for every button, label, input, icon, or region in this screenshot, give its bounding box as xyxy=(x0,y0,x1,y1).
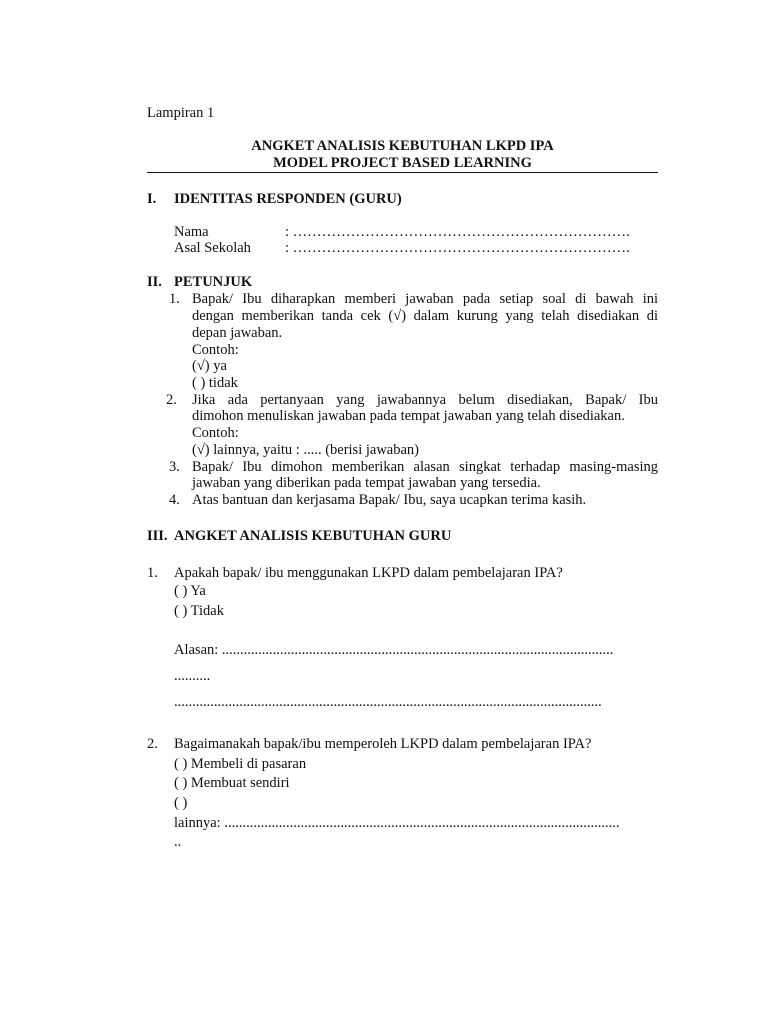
question-1-reason-line-1: Alasan: ............................................................................................................ xyxy=(174,642,614,658)
document-title-line-2: MODEL PROJECT BASED LEARNING xyxy=(273,155,532,171)
attachment-label: Lampiran 1 xyxy=(147,105,215,121)
instruction-4-line-1: Atas bantuan dan kerjasama Bapak/ Ibu, saya ucapkan terima kasih. xyxy=(192,492,587,508)
question-1-reason-line-2: .......... xyxy=(174,668,211,684)
question-2-option-lainnya: ( ) xyxy=(174,795,188,811)
question-2-other-line-1: lainnya: ............................................................................................................. xyxy=(174,815,620,831)
instruction-1-number: 1. xyxy=(169,291,180,307)
section-1-number: I. xyxy=(147,191,157,207)
question-2-text: Bagaimanakah bapak/ibu memperoleh LKPD dalam pembelajaran IPA? xyxy=(174,736,592,752)
question-1-number: 1. xyxy=(147,565,158,581)
instruction-1-line-1: Bapak/ Ibu diharapkan memberi jawaban pada setiap soal di bawah ini xyxy=(192,291,658,307)
instruction-1-line-2: dengan memberikan tanda cek (√) dalam kurung yang telah disediakan di xyxy=(192,308,658,324)
document-title-line-1: ANGKET ANALISIS KEBUTUHAN LKPD IPA xyxy=(251,138,554,154)
section-2-heading: PETUNJUK xyxy=(174,274,253,290)
section-3-number: III. xyxy=(147,528,168,544)
field-label-asal-sekolah: Asal Sekolah xyxy=(174,240,251,256)
question-2-other-line-2: .. xyxy=(174,834,182,850)
title-divider xyxy=(147,172,658,173)
instruction-3-line-2: jawaban yang diberikan pada tempat jawaban yang tersedia. xyxy=(192,475,541,491)
instruction-2-example: (√) lainnya, yaitu : ..... (berisi jawaban) xyxy=(192,442,419,458)
instruction-2-example-label: Contoh: xyxy=(192,425,239,441)
instruction-3-line-1: Bapak/ Ibu dimohon memberikan alasan singkat terhadap masing-masing xyxy=(192,459,658,475)
instruction-2-line-1: Jika ada pertanyaan yang jawabannya belum disediakan, Bapak/ Ibu xyxy=(192,392,658,408)
field-value-nama: : ……………………………………………………………. xyxy=(285,224,630,240)
instruction-1-example-no: ( ) tidak xyxy=(192,375,238,391)
question-2-option-membuat: ( ) Membuat sendiri xyxy=(174,775,290,791)
section-2-number: II. xyxy=(147,274,162,290)
instruction-3-number: 3. xyxy=(169,459,180,475)
question-1-text: Apakah bapak/ ibu menggunakan LKPD dalam pembelajaran IPA? xyxy=(174,565,563,581)
instruction-4-number: 4. xyxy=(169,492,180,508)
instruction-1-line-3: depan jawaban. xyxy=(192,325,283,341)
instruction-2-line-2: dimohon menuliskan jawaban pada tempat jawaban yang telah disediakan. xyxy=(192,408,625,424)
instruction-1-example-yes: (√) ya xyxy=(192,358,227,374)
instruction-2-number: 2. xyxy=(166,392,177,408)
question-1-option-tidak: ( ) Tidak xyxy=(174,603,224,619)
question-1-reason-line-3: ...................................................................................................................... xyxy=(174,694,602,710)
field-value-asal-sekolah: : ……………………………………………………………. xyxy=(285,240,630,256)
question-2-number: 2. xyxy=(147,736,158,752)
section-1-heading: IDENTITAS RESPONDEN (GURU) xyxy=(174,191,402,207)
question-1-option-ya: ( ) Ya xyxy=(174,583,206,599)
section-3-heading: ANGKET ANALISIS KEBUTUHAN GURU xyxy=(174,528,452,544)
instruction-1-example-label: Contoh: xyxy=(192,342,239,358)
question-2-option-membeli: ( ) Membeli di pasaran xyxy=(174,756,307,772)
field-label-nama: Nama xyxy=(174,224,209,240)
